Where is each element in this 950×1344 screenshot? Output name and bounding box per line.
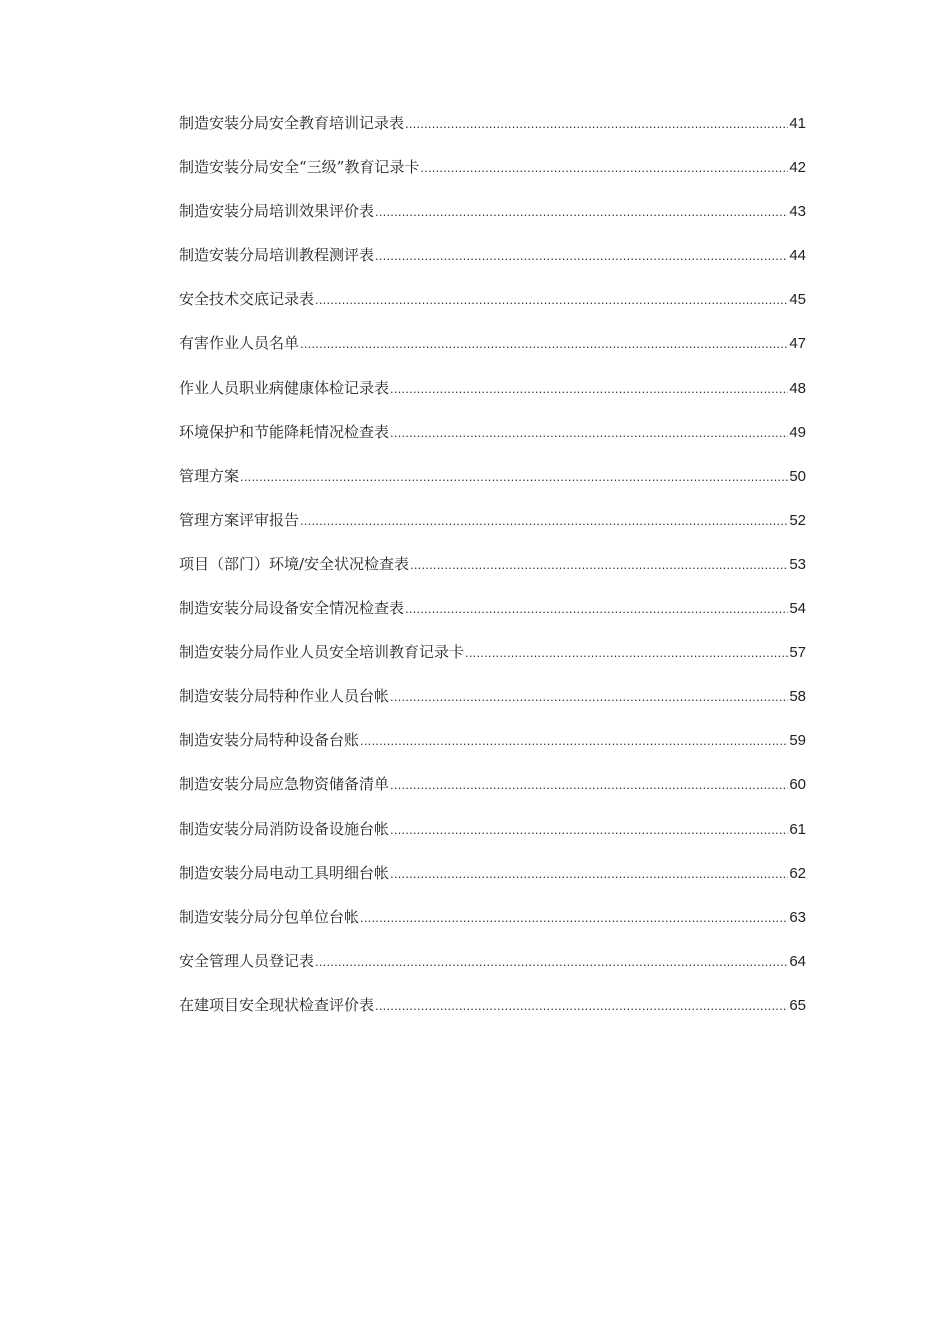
toc-entry[interactable] <box>179 858 806 902</box>
toc-page-number: 41 <box>789 115 806 132</box>
toc-dot-leader <box>390 859 788 889</box>
toc-page-number: 42 <box>789 159 806 177</box>
toc-dot-leader <box>315 947 788 977</box>
toc-dot-leader <box>375 241 788 271</box>
toc-dot-leader <box>390 374 788 404</box>
toc-entry[interactable] <box>179 725 806 769</box>
toc-entry[interactable] <box>179 196 806 240</box>
toc-entry[interactable] <box>179 637 806 681</box>
toc-dot-leader <box>300 329 788 359</box>
toc-page-number: 47 <box>789 335 806 353</box>
toc-entry-title: 安全管理人员登记表 <box>179 951 315 970</box>
toc-entry[interactable] <box>179 990 806 1034</box>
toc-entry[interactable] <box>179 328 806 372</box>
toc-dot-leader <box>360 726 788 756</box>
toc-page-number: 49 <box>789 423 806 441</box>
toc-page-number: 64 <box>789 952 806 970</box>
toc-entry[interactable] <box>179 769 806 813</box>
toc-entry[interactable] <box>179 593 806 637</box>
toc-entry-title: 制造安装分局设备安全情况检查表 <box>179 599 405 618</box>
toc-entry-title: 制造安装分局培训教程测评表 <box>179 246 375 265</box>
toc-page-number: 48 <box>789 379 806 397</box>
toc-entry[interactable] <box>179 108 806 152</box>
toc-entry-title: 制造安装分局培训效果评价表 <box>179 202 375 221</box>
toc-entry[interactable] <box>179 240 806 284</box>
toc-entry[interactable] <box>179 814 806 858</box>
toc-page-number: 50 <box>789 467 806 485</box>
toc-entry-title: 项目（部门）环境/安全状况检查表 <box>179 554 410 573</box>
toc-page-number: 65 <box>789 996 806 1014</box>
toc-entry[interactable] <box>179 549 806 593</box>
toc-page-number: 53 <box>789 555 806 573</box>
toc-dot-leader <box>390 770 788 800</box>
toc-entry-title: 管理方案评审报告 <box>179 510 300 529</box>
toc-dot-leader <box>405 109 788 139</box>
toc-dot-leader <box>375 991 788 1021</box>
toc-entry[interactable] <box>179 505 806 549</box>
toc-dot-leader <box>410 550 788 580</box>
toc-entry-title: 作业人员职业病健康体检记录表 <box>179 378 390 397</box>
toc-page-number: 59 <box>789 732 806 750</box>
toc-entry[interactable] <box>179 417 806 461</box>
toc-entry-title: 环境保护和节能降耗情况检查表 <box>179 422 390 441</box>
toc-entry-title: 制造安装分局消防设备设施台帐 <box>179 819 390 838</box>
toc-dot-leader <box>465 638 788 668</box>
toc-entry[interactable] <box>179 902 806 946</box>
toc-entry-title: 制造安装分局特种作业人员台帐 <box>179 687 390 706</box>
toc-entry[interactable] <box>179 681 806 725</box>
toc-page-number: 58 <box>789 688 806 706</box>
toc-entry-title: 在建项目安全现状检查评价表 <box>179 995 375 1014</box>
toc-entry-title: 制造安装分局电动工具明细台帐 <box>179 863 390 882</box>
toc-entry[interactable] <box>179 373 806 417</box>
toc-page-number: 43 <box>789 203 806 221</box>
toc-dot-leader <box>390 418 788 448</box>
toc-page-number: 63 <box>789 908 806 926</box>
toc-entry-title: 制造安装分局作业人员安全培训教育记录卡 <box>179 643 465 662</box>
toc-dot-leader <box>420 153 788 183</box>
toc-entry[interactable] <box>179 284 806 328</box>
toc-page-number: 52 <box>789 511 806 529</box>
toc-page-number: 62 <box>789 864 806 882</box>
toc-page-number: 61 <box>789 820 806 838</box>
toc-dot-leader <box>375 197 788 227</box>
toc-page-number: 54 <box>789 600 806 618</box>
toc-dot-leader <box>405 594 788 624</box>
toc-entry-title: 制造安装分局分包单位台帐 <box>179 907 360 926</box>
toc-entry[interactable] <box>179 461 806 505</box>
toc-entry-title: 制造安装分局应急物资储备清单 <box>179 775 390 794</box>
toc-entry-title: 制造安装分局特种设备台账 <box>179 731 360 750</box>
toc-entry-title: 制造安装分局安全教育培训记录表 <box>179 114 405 132</box>
table-of-contents <box>179 108 806 1034</box>
toc-dot-leader <box>360 903 788 933</box>
toc-dot-leader <box>300 506 788 536</box>
toc-entry-title: 安全技术交底记录表 <box>179 290 315 309</box>
toc-entry-title: 管理方案 <box>179 466 240 485</box>
toc-dot-leader <box>390 815 788 845</box>
toc-dot-leader <box>315 285 788 315</box>
toc-entry[interactable] <box>179 946 806 990</box>
toc-dot-leader <box>390 682 788 712</box>
toc-entry[interactable] <box>179 152 806 196</box>
toc-page-number: 57 <box>789 644 806 662</box>
toc-page-number: 44 <box>789 247 806 265</box>
toc-page-number: 45 <box>789 291 806 309</box>
toc-entry-title: 有害作业人员名单 <box>179 334 300 353</box>
toc-entry-title: 制造安装分局安全“三级”教育记录卡 <box>179 158 420 177</box>
toc-dot-leader <box>240 462 788 492</box>
toc-page-number: 60 <box>789 776 806 794</box>
